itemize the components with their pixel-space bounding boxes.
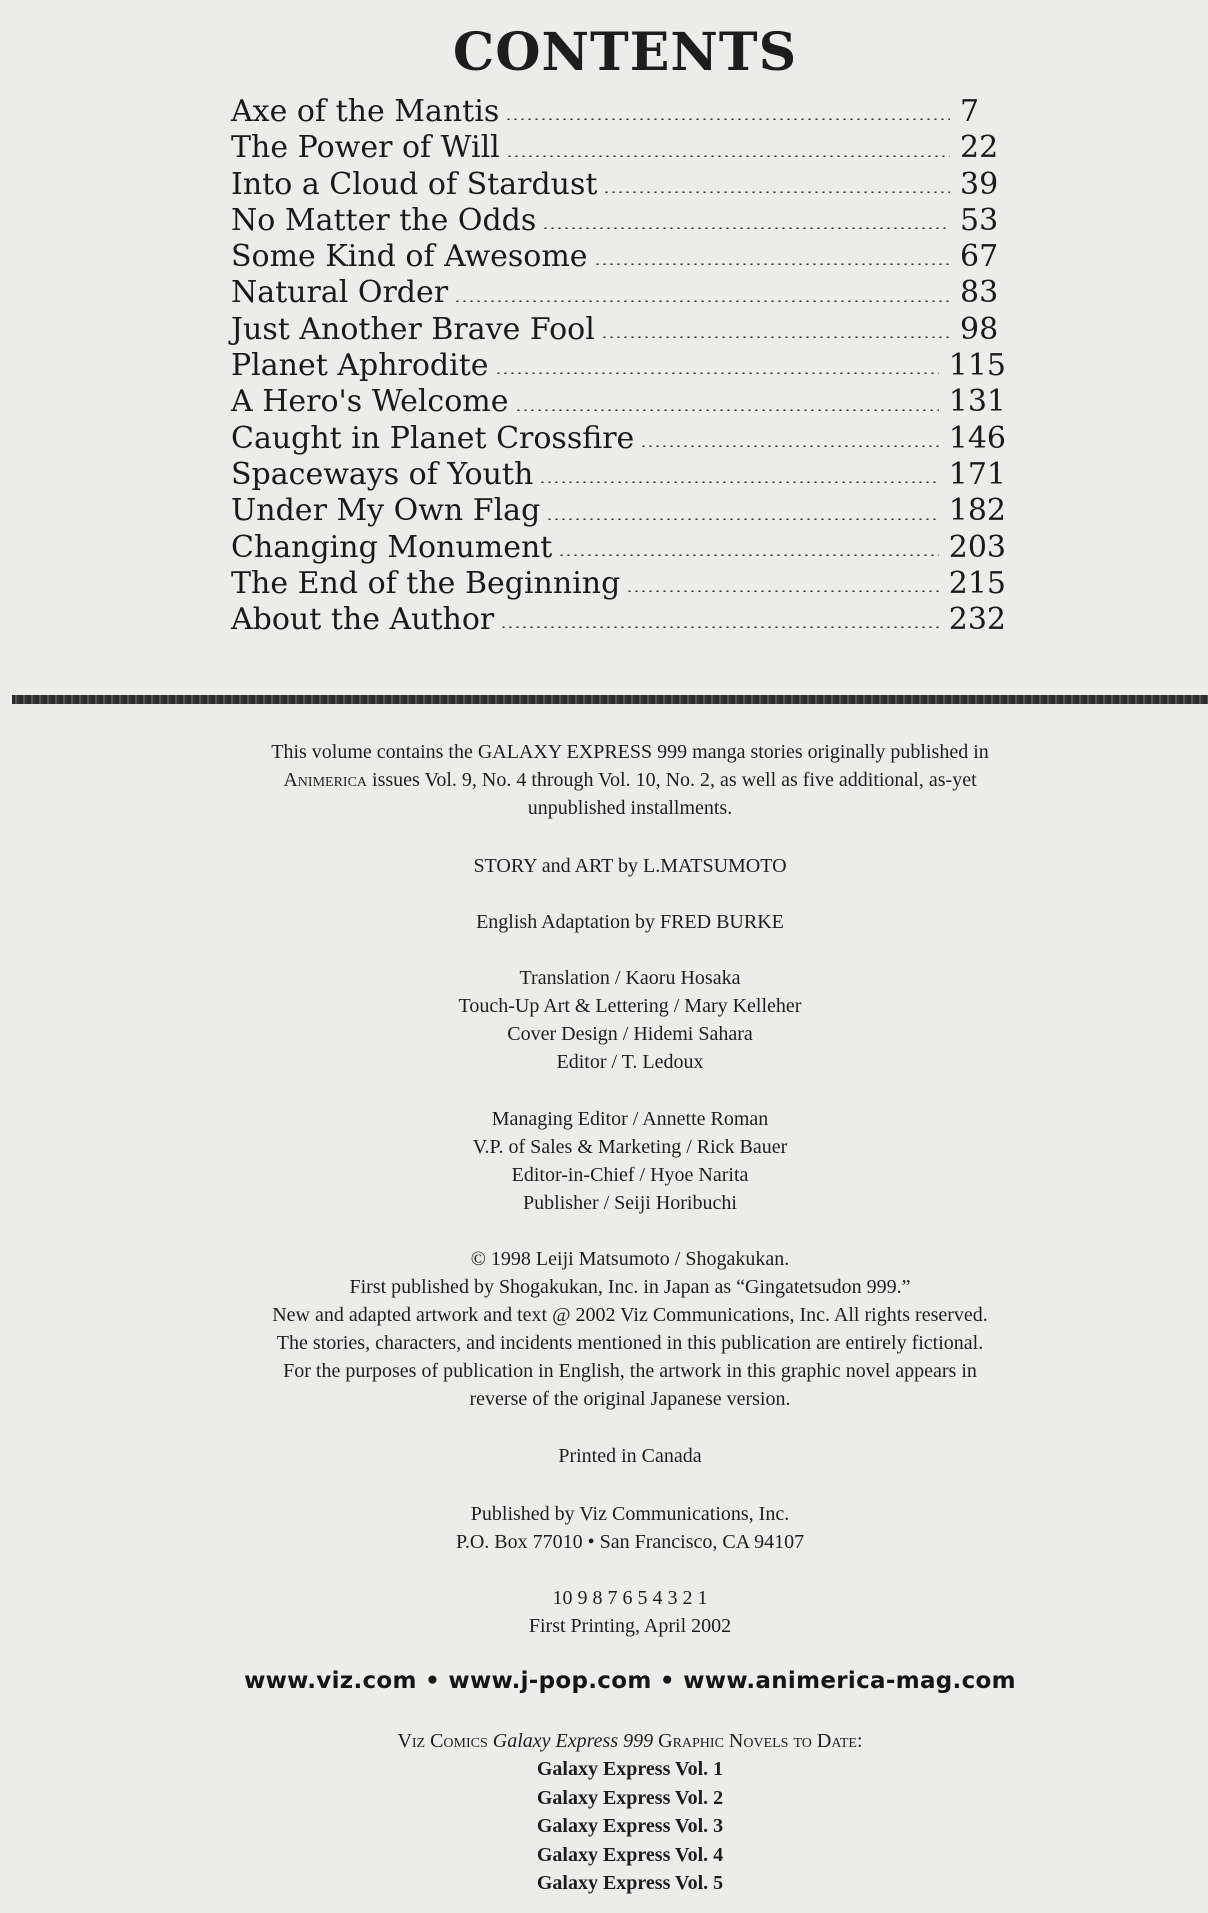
credit-line: Editor / T. Ledoux <box>556 1051 704 1073</box>
dot-leader <box>505 118 950 120</box>
contents-list <box>231 94 1006 638</box>
credit-line: Cover Design / Hidemi Sahara <box>507 1023 753 1045</box>
entry-page: 7 <box>960 94 980 129</box>
credit-line: Editor-in-Chief / Hyoe Narita <box>511 1164 749 1186</box>
dot-leader <box>601 336 950 338</box>
staff-credits <box>190 964 1070 1076</box>
contents-entry <box>231 457 1006 493</box>
entry-page: 22 <box>960 130 999 166</box>
dot-leader <box>558 554 938 556</box>
publisher-line: Published by Viz Communications, Inc. <box>470 1503 790 1525</box>
copyright-line: For the purposes of publication in English, the artwork in this graphic novel appears in <box>283 1360 977 1382</box>
entry-page: 131 <box>948 384 1006 420</box>
entry-page: 98 <box>960 311 999 347</box>
graphic-novels-list <box>190 1755 1070 1898</box>
entry-page: 215 <box>948 565 1006 601</box>
contents-entry <box>231 566 1006 602</box>
copyright-line: First published by Shogakukan, Inc. in Japan as “Gingatetsudon 999.” <box>349 1276 911 1298</box>
entry-title: No Matter the Odds <box>231 202 537 238</box>
printing-numbers: 10 9 8 7 6 5 4 3 2 1 <box>552 1587 708 1609</box>
novel-volume: Galaxy Express Vol. 2 <box>536 1786 724 1809</box>
contents-entry <box>231 348 1006 384</box>
novel-volume: Galaxy Express Vol. 1 <box>536 1758 724 1780</box>
dot-leader <box>539 481 938 483</box>
contents-entry <box>231 602 1006 638</box>
contents-entry <box>231 94 1006 130</box>
copyright-line: reverse of the original Japanese version. <box>469 1388 791 1410</box>
contents-entry <box>231 493 1006 529</box>
dot-leader <box>515 409 939 411</box>
entry-page: 171 <box>948 456 1006 492</box>
notice-line: This volume contains the GALAXY EXPRESS 999 manga stories originally published in <box>271 741 989 763</box>
credit-line: Managing Editor / Annette Roman <box>491 1108 769 1130</box>
entry-page: 115 <box>948 348 1006 384</box>
contents-heading: CONTENTS <box>452 22 798 83</box>
printing-info <box>190 1584 1070 1640</box>
entry-title: The End of the Beginning <box>231 565 621 601</box>
entry-page: 39 <box>960 166 999 202</box>
entry-page: 83 <box>960 275 999 311</box>
magazine-name: Animerica <box>283 769 368 791</box>
credit-line: Translation / Kaoru Hosaka <box>519 967 741 989</box>
dot-leader <box>454 300 950 302</box>
contents-entry <box>231 275 1006 311</box>
copyright-notice <box>190 1245 1070 1413</box>
section-divider <box>12 695 1208 704</box>
printing-date: First Printing, April 2002 <box>528 1615 732 1637</box>
dot-leader <box>542 227 950 229</box>
entry-title: About the Author <box>231 602 495 638</box>
copyright-line: © 1998 Leiji Matsumoto / Shogakukan. <box>470 1248 790 1270</box>
novel-volume: Galaxy Express Vol. 3 <box>536 1815 724 1837</box>
dot-leader <box>495 372 939 374</box>
dot-leader <box>626 590 938 592</box>
contents-entry <box>231 239 1006 275</box>
volume-notice <box>190 738 1070 822</box>
entry-title: Under My Own Flag <box>231 493 541 529</box>
entry-page: 146 <box>948 420 1006 456</box>
contents-entry <box>231 167 1006 203</box>
contents-entry <box>231 421 1006 457</box>
dot-leader <box>506 155 950 157</box>
entry-title: Changing Monument <box>231 529 553 565</box>
novel-volume: Galaxy Express Vol. 4 <box>536 1843 724 1866</box>
entry-title: Caught in Planet Crossfire <box>231 420 635 456</box>
contents-entry <box>231 130 1006 166</box>
dot-leader <box>594 263 950 265</box>
dot-leader <box>546 518 938 520</box>
contents-entry <box>231 384 1006 420</box>
notice-line: unpublished installments. <box>527 797 733 819</box>
entry-title: Spaceways of Youth <box>231 456 534 492</box>
entry-title: A Hero's Welcome <box>231 384 509 420</box>
dot-leader <box>500 626 938 628</box>
graphic-novels-heading <box>190 1730 1070 1753</box>
printed-in: Printed in Canada <box>558 1445 702 1467</box>
contents-entry <box>231 530 1006 566</box>
entry-page: 182 <box>948 493 1006 529</box>
entry-page: 203 <box>948 529 1006 565</box>
entry-title: Planet Aphrodite <box>231 348 489 384</box>
entry-title: Axe of the Mantis <box>231 94 500 129</box>
credit-line: Publisher / Seiji Horibuchi <box>523 1192 737 1214</box>
copyright-line: New and adapted artwork and text @ 2002 Viz Communications, Inc. All rights reserved. <box>272 1304 988 1326</box>
entry-title: The Power of Will <box>231 130 500 166</box>
notice-text: issues Vol. 9, No. 4 through Vol. 10, No. 2, as well as five additional, as-yet <box>367 769 977 791</box>
novel-volume: Galaxy Express Vol. 5 <box>536 1872 724 1894</box>
publisher-line: P.O. Box 77010 • San Francisco, CA 94107 <box>455 1531 805 1553</box>
notice-line <box>190 766 1070 794</box>
publisher-address <box>190 1500 1070 1556</box>
entry-page: 53 <box>960 202 999 238</box>
novels-suffix: Graphic Novels to Date: <box>653 1730 863 1752</box>
copyright-line: The stories, characters, and incidents mentioned in this publication are entirely fictional. <box>276 1332 984 1354</box>
adaptation-credit: English Adaptation by FRED BURKE <box>476 911 784 933</box>
credit-line: Touch-Up Art & Lettering / Mary Kelleher <box>458 995 802 1017</box>
management-credits <box>190 1105 1070 1217</box>
dot-leader <box>603 191 950 193</box>
series-title: Galaxy Express 999 <box>492 1730 654 1752</box>
entry-title: Natural Order <box>231 275 449 311</box>
entry-page: 232 <box>948 602 1006 638</box>
novels-prefix: Viz Comics <box>397 1730 493 1752</box>
credit-line: V.P. of Sales & Marketing / Rick Bauer <box>472 1136 788 1158</box>
dot-leader <box>640 445 938 447</box>
entry-title: Some Kind of Awesome <box>231 239 588 275</box>
entry-title: Into a Cloud of Stardust <box>231 166 598 202</box>
entry-title: Just Another Brave Fool <box>231 311 595 347</box>
contents-entry <box>231 203 1006 239</box>
website-links: www.viz.com • www.j-pop.com • www.animerica-mag.com <box>244 1668 1016 1694</box>
contents-entry <box>231 312 1006 348</box>
story-credit: STORY and ART by L.MATSUMOTO <box>473 855 787 877</box>
entry-page: 67 <box>960 239 999 275</box>
